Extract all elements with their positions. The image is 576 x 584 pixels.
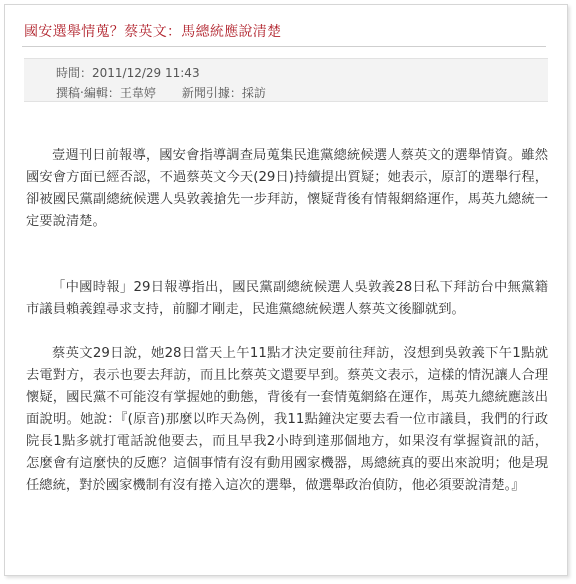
article-paragraph-1: 壹週刊日前報導，國安會指導調查局蒐集民進黨總統候選人蔡英文的選舉情資。雖然國安會方面已經否認，不過蔡英文今天(29日)持續提出質疑；她表示，原訂的選舉行程，卻被國民黨副總統候選人吳敦義搶先一步拜訪，懷疑背後有情報網絡運作，馬英九總統一定要說清楚。 — [26, 148, 548, 229]
meta-time-row — [56, 64, 200, 81]
meta-time-value: 2011/12/29 11:43 — [92, 66, 200, 80]
meta-editor-value: 王韋婷 — [119, 86, 156, 100]
meta-source-label: 新聞引據： — [181, 86, 242, 100]
title-divider — [22, 46, 546, 47]
meta-time-label: 時間： — [56, 66, 93, 80]
article-title: 國安選舉情蒐？蔡英文：馬總統應說清楚 — [24, 24, 282, 40]
article-body — [26, 145, 548, 497]
meta-source-value: 採訪 — [241, 86, 266, 100]
article-paragraph-2: 「中國時報」29日報導指出，國民黨副總統候選人吳敦義28日私下拜訪台中無黨籍市議員賴義鍠尋求支持，前腳才剛走，民進黨總統候選人蔡英文後腳就到。 — [26, 280, 548, 317]
meta-editor-label: 撰稿‧編輯： — [56, 86, 120, 100]
article-meta-box — [24, 58, 548, 102]
paragraph-spacer — [26, 321, 548, 343]
meta-editor-row — [56, 84, 266, 101]
article-paragraph-3: 蔡英文29日說，她28日當天上午11點才決定要前往拜訪，沒想到吳敦義下午1點就去電對方，表示也要去拜訪，而且比蔡英文還要早到。蔡英文表示，這樣的情況讓人合理懷疑，國民黨不可能沒有掌握她的動態，背後有一套情蒐網絡在運作，馬英九總統應該出面說明。她說：『(原音)那麼以昨天為例，我11點鐘決定要去看一位市議員，我們的行政院長1點多就打電話說他要去，而且早我2小時到達那個地方，如果沒有掌握資訊的話，怎麼會有這麼快的反應？這個事情有沒有動用國家機器，馬總統真的要出來說明；他是現任總統，對於國家機制有沒有捲入這次的選舉，做選舉政治偵防，他必須要說清楚。』 — [26, 346, 548, 493]
paragraph-spacer — [26, 233, 548, 277]
